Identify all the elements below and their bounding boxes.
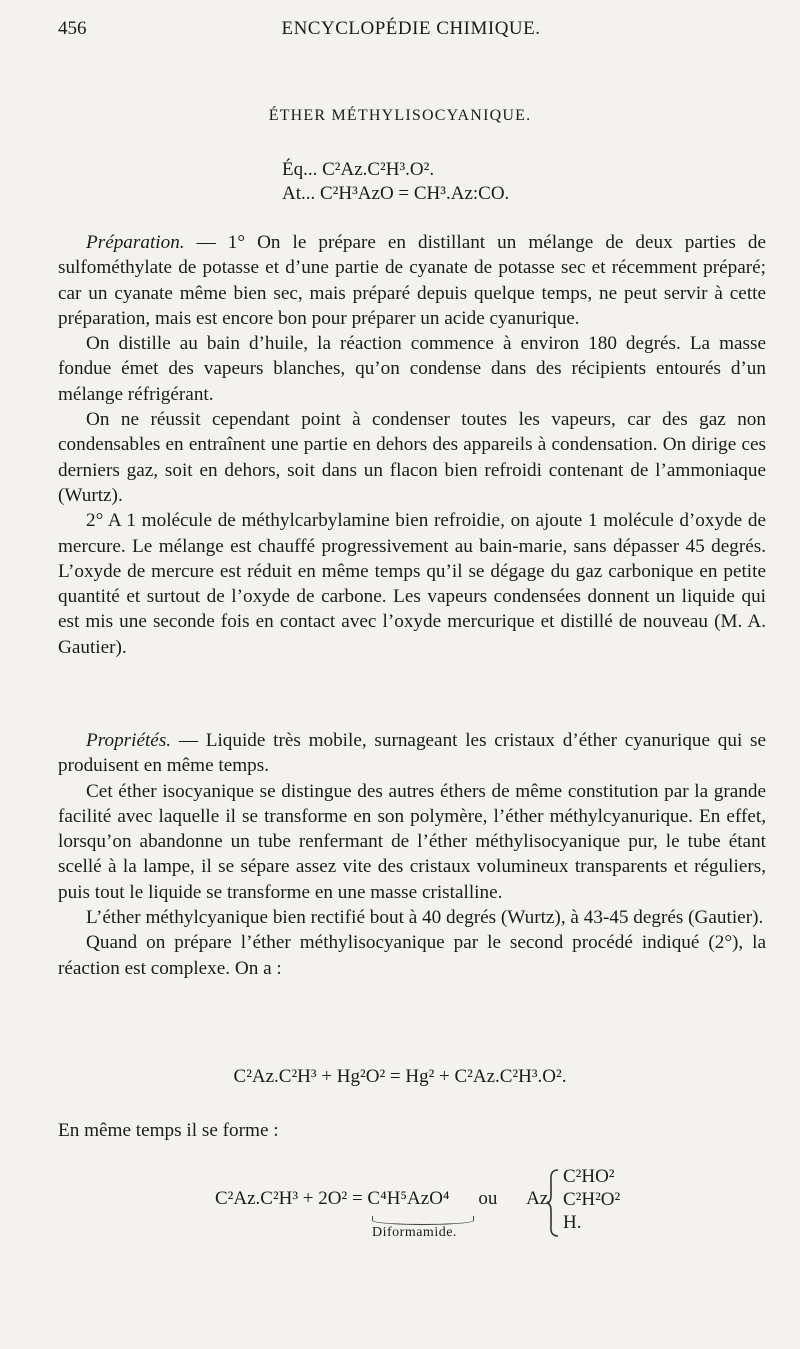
paragraph (58, 508, 766, 660)
paragraph-properties (58, 728, 766, 779)
paragraph-text: 2° A 1 molécule de méthylcarbylamine bien refroidie, on ajoute 1 molécule d’oxyde de mercure. Le mélange est chauffé progressivement au bain-marie, sans dépasser 45 degrés. L’oxyde de mercure est réduit en même temps qu’il se dégage du gaz carbonique en petite quantité et surtout de l’oxyde de carbone. Les vapeurs condensées donnent un liquide qui est mis une seconde fois en contact avec l’oxyde mercurique et distillé de nouveau (M. A. Gautier). (58, 510, 766, 658)
equivalent-formula: Éq... C²Az.C²H³.O². (282, 159, 435, 180)
paragraph-text: On ne réussit cependant point à condenser toutes les vapeurs, car des gaz non condensables en entraînent une partie en dehors des appareils à condensation. On dirige ces derniers gaz, soit en dehors, soit dans un flacon bien refroidi contenant de l’ammoniaque (Wurtz). (58, 409, 766, 506)
equation-2-or: ou (478, 1188, 498, 1209)
equation-2-left: C²Az.C²H³ + 2O² = C⁴H⁵AzO⁴ (215, 1188, 450, 1209)
equation-1: C²Az.C²H³ + Hg²O² = Hg² + C²Az.C²H³.O². (233, 1066, 567, 1087)
formula-block (282, 158, 509, 206)
paragraph (58, 930, 766, 981)
paragraph-text: Quand on prépare l’éther méthylisocyanique par le second procédé indiqué (2°), la réaction est complexe. On a : (58, 932, 766, 979)
page-header (58, 18, 764, 42)
page-number: 456 (58, 18, 87, 39)
atomic-formula: At... C²H³AzO = CH³.Az:CO. (282, 183, 510, 204)
paragraph (58, 407, 766, 508)
brace-item: C²HO² (563, 1166, 615, 1187)
paragraph-text: Cet éther isocyanique se distingue des autres éthers de même constitution par la grande facilité avec laquelle il se transforme en son polymère, l’éther méthylcyanurique. En effet, lorsqu’on abandonne un tube renfermant de l’éther méthylisocyanique pur, le tube étant scellé à la lampe, il se sépare assez vite des cristaux volumineux transparents et réguliers, puis tout le liquide se transforme en une masse cristalline. (58, 780, 766, 903)
equation-2-az: Az (526, 1188, 549, 1209)
body-text-also (58, 1118, 766, 1143)
brace-item: H. (563, 1212, 582, 1233)
brace-item: C²H²O² (563, 1189, 621, 1210)
curly-brace-icon (546, 1168, 560, 1238)
diformamide-label: Diformamide. (372, 1225, 457, 1240)
paragraph-lead: Préparation. (86, 232, 185, 253)
paragraph-text: On distille au bain d’huile, la réaction commence à environ 180 degrés. La masse fondue émet des vapeurs blanches, qu’on condense dans des récipients entourés d’un mélange réfrigérant. (58, 333, 766, 405)
paragraph-lead: Propriétés. (86, 730, 172, 751)
equation-2 (215, 1188, 548, 1210)
body-text-properties (58, 728, 766, 981)
also-line: En même temps il se forme : (58, 1120, 279, 1141)
paragraph (58, 905, 766, 930)
paragraph-text: — Liquide très mobile, surnageant les cristaux d’éther cyanurique qui se produisent en même temps. (58, 730, 766, 777)
section-title: ÉTHER MÉTHYLISOCYANIQUE. (268, 107, 532, 124)
paragraph (58, 331, 766, 407)
underbrace (372, 1216, 474, 1225)
paragraph-preparation (58, 230, 766, 331)
running-title: ENCYCLOPÉDIE CHIMIQUE. (281, 18, 541, 39)
body-text (58, 230, 766, 660)
paragraph-text: — 1° On le prépare en distillant un mélange de deux parties de sulfométhylate de potasse et d’une partie de cyanate de potasse sec et récemment préparé; car un cyanate même bien sec, mais préparé depuis quelque temps, ne peut servir à cette préparation, mais est encore bon pour préparer un acide cyanurique. (58, 232, 766, 329)
paragraph (58, 779, 766, 905)
paragraph-text: L’éther méthylcyanique bien rectifié bout à 40 degrés (Wurtz), à 43-45 degrés (Gautier). (86, 907, 764, 929)
brace-list (563, 1165, 620, 1234)
